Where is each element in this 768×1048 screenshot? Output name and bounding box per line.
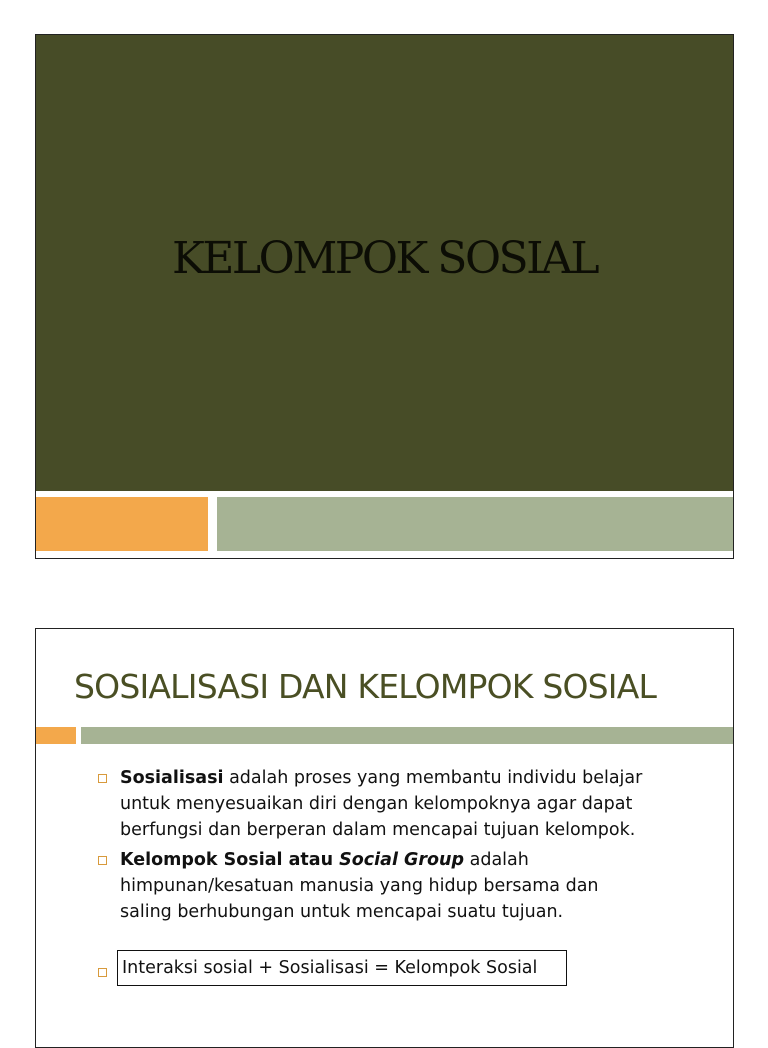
bullet-text — [98, 847, 688, 925]
square-bullet-icon — [98, 968, 107, 977]
bullet-kelompok-sosial — [98, 847, 688, 925]
green-accent-bar — [217, 497, 733, 551]
formula-box: Interaksi sosial + Sosialisasi = Kelompok Sosial — [117, 950, 567, 986]
title-slide — [35, 34, 734, 559]
bullet-term-italic: Social Group — [339, 850, 465, 870]
bullet-line: himpunan/kesatuan manusia yang hidup bersama dan — [120, 876, 599, 896]
slide-heading: SOSIALISASI DAN KELOMPOK SOSIAL — [74, 667, 657, 706]
square-bullet-icon — [98, 856, 107, 865]
bullet-term: Sosialisasi — [120, 768, 224, 788]
bullet-term: Kelompok Sosial atau — [120, 850, 340, 870]
bullet-line: saling berhubungan untuk mencapai suatu tujuan. — [120, 902, 564, 922]
slide-title: KELOMPOK SOSIAL — [171, 232, 598, 284]
square-bullet-icon — [98, 774, 107, 783]
bullet-line: adalah proses yang membantu individu belajar — [223, 768, 643, 788]
bullet-line: adalah — [464, 850, 529, 870]
orange-accent-strip — [36, 727, 76, 744]
green-accent-strip — [81, 727, 733, 744]
content-slide — [35, 628, 734, 1048]
bullet-line: berfungsi dan berperan dalam mencapai tujuan kelompok. — [120, 820, 636, 840]
orange-accent-bar — [36, 497, 208, 551]
bullet-sosialisasi — [98, 765, 688, 843]
bullet-text — [98, 765, 688, 843]
bullet-line: untuk menyesuaikan diri dengan kelompoknya agar dapat — [120, 794, 633, 814]
